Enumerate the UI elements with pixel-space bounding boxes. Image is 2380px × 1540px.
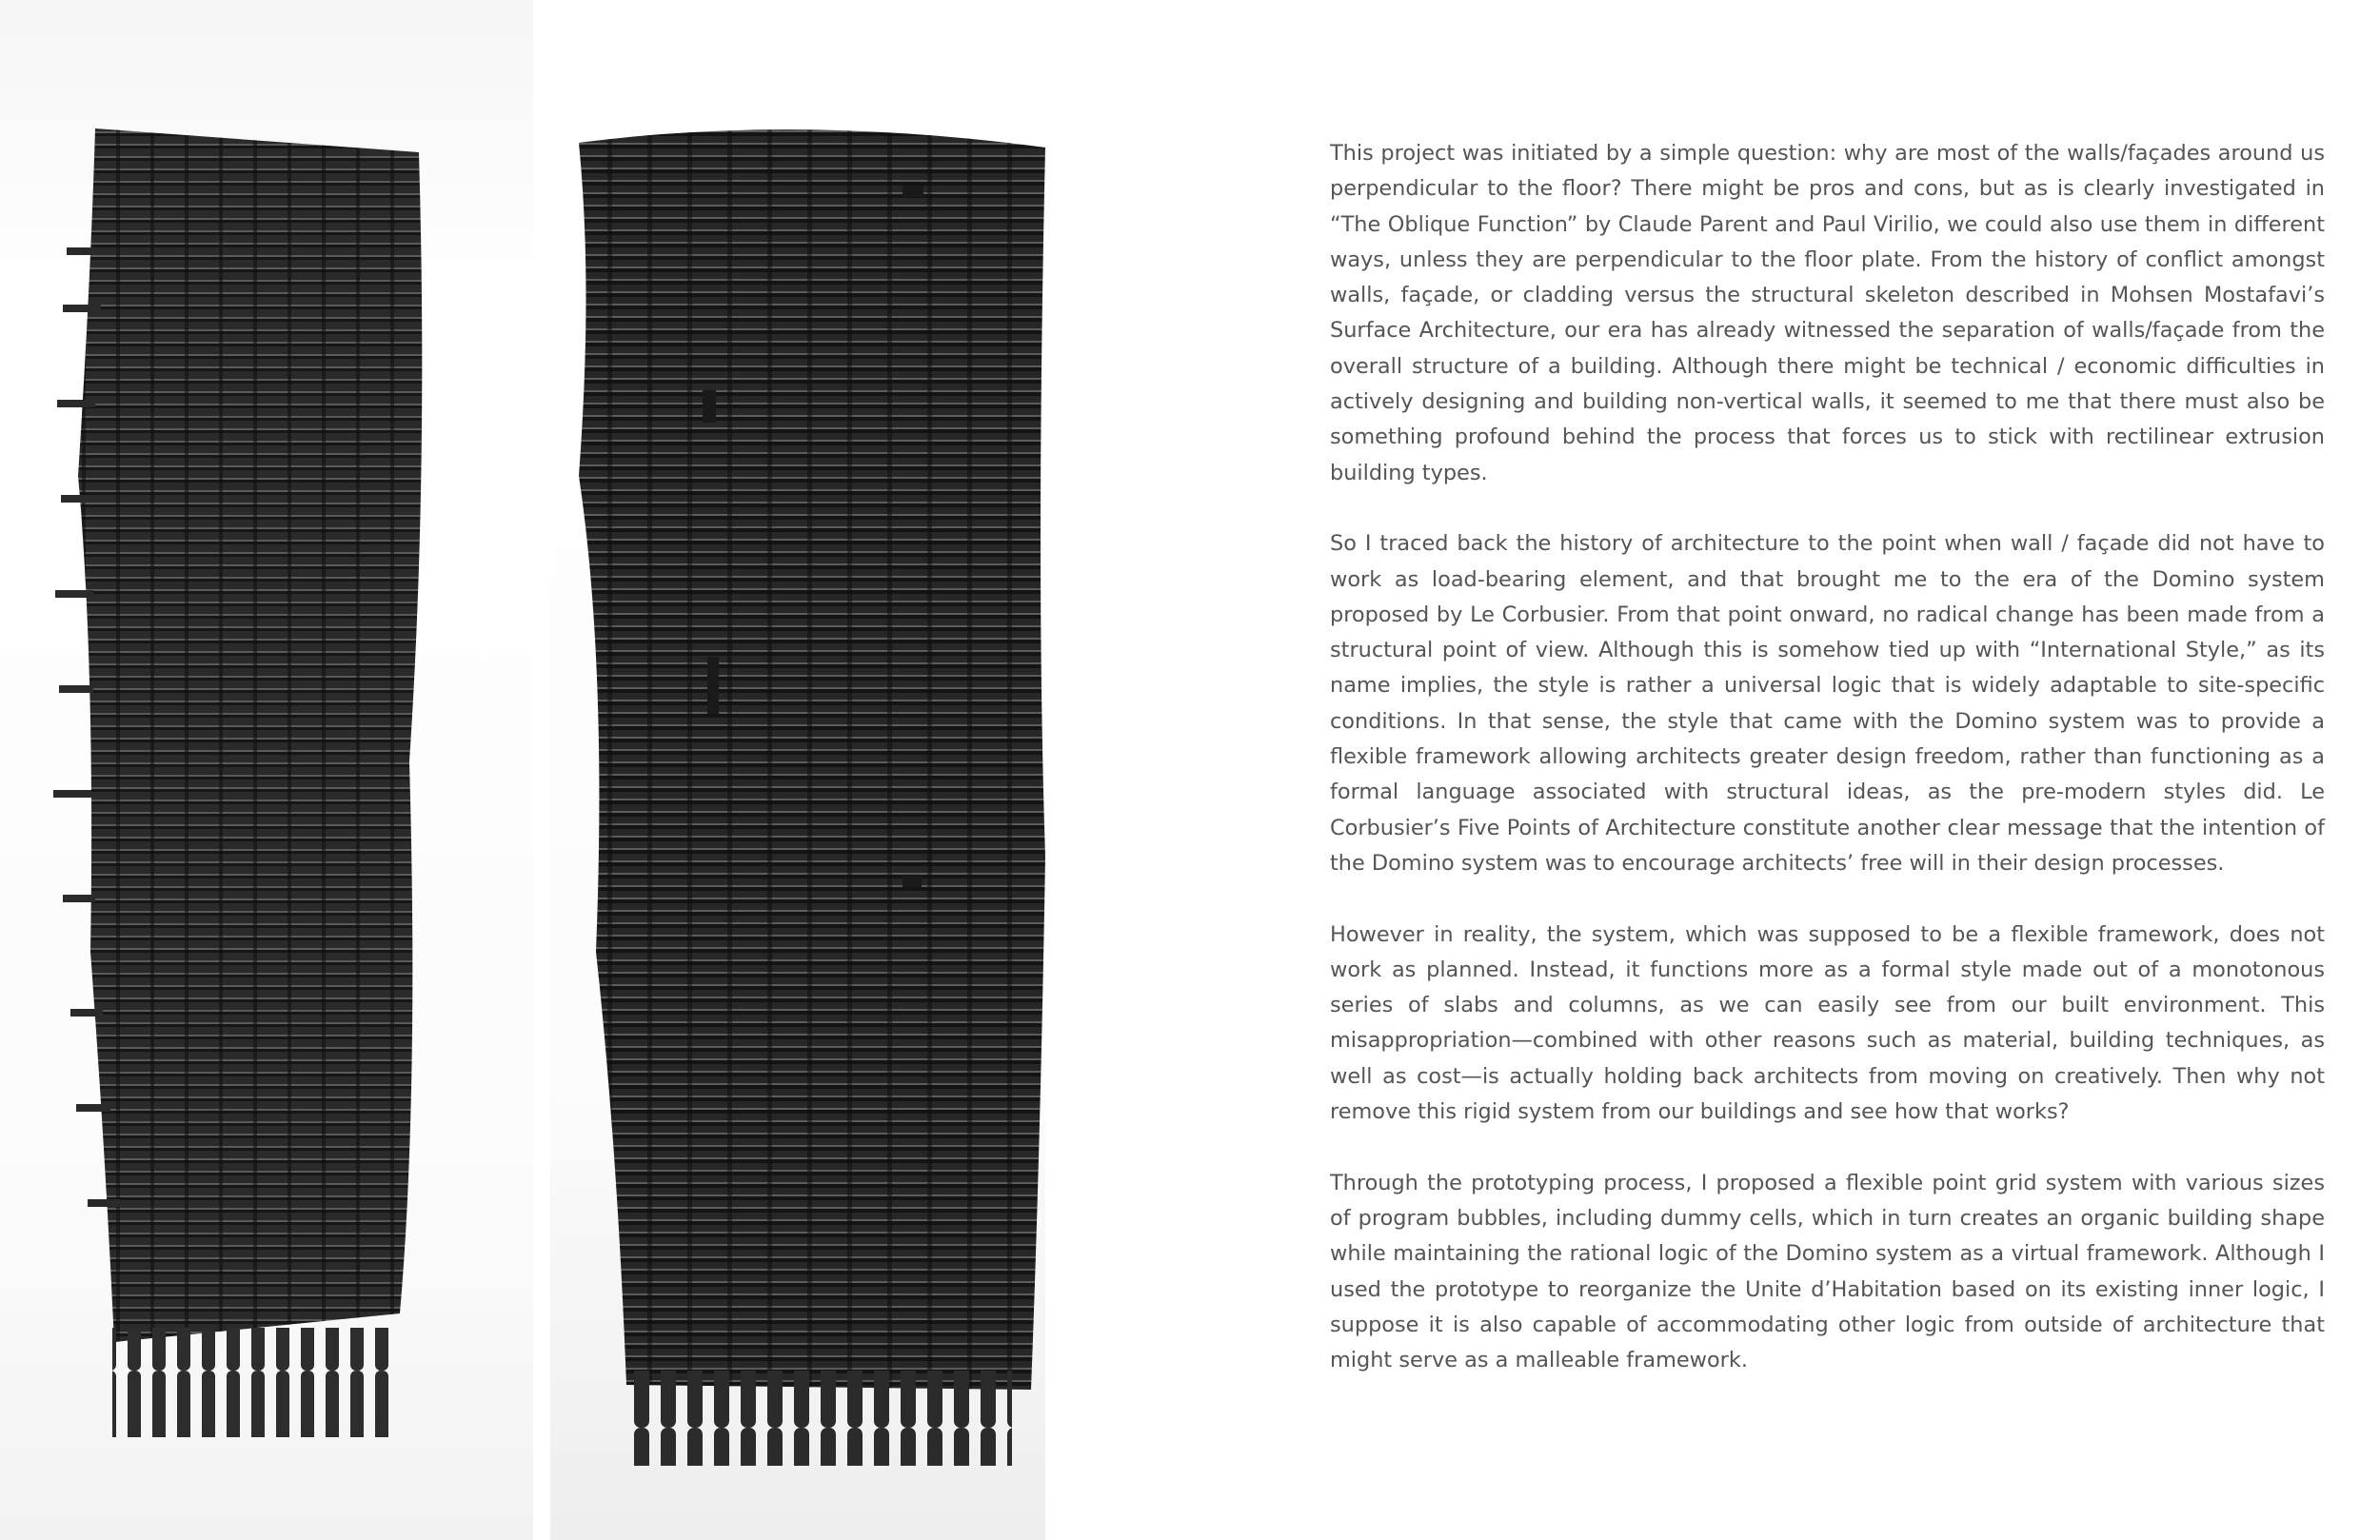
- article-paragraph-2: So I traced back the history of architecture to the point when wall / façade did not have to work as load-bearing element, and that brought me to the era of the Domino system proposed by Le Corbusier. From that point onward, no radical change has been made from a structural point of view. Although this is somehow tied up with “International Style,” as its name implies, the style is rather a universal logic that is widely adaptable to site-specific conditions. In that sense, the style that came with the Domino system was to provide a flexible framework allowing architects greater design freedom, rather than functioning as a formal language associated with structural ideas, as the pre-modern styles did. Le Corbusier’s Five Points of Architecture constitute another clear message that the intention of the Domino system was to encourage architects’ free will in their design processes.: [1330, 531, 2325, 876]
- tower-model-photo-left: [0, 0, 533, 1540]
- article-paragraph-3: However in reality, the system, which was supposed to be a flexible framework, does not work as planned. Instead, it functions more as a formal style made out of a monotonous series of slabs and columns, as we can easily see from our built environment. This misappropriation—combined with other reasons such as material, building techniques, as well as cost—is actually holding back architects from moving on creatively. Then why not remove this rigid system from our buildings and see how that works?: [1330, 921, 2325, 1125]
- tower-model-photo-right: [550, 0, 1045, 1540]
- tower-model-right-illustration: [550, 0, 1045, 1540]
- article-paragraph-1: This project was initiated by a simple question: why are most of the walls/façades around us perpendicular to the floor? There might be pros and cons, but as is clearly investigated in “The Oblique Function” by Claude Parent and Paul Virilio, we could also use them in different ways, unless they are perpendicular to the floor plate. From the history of conflict amongst walls, façade, or cladding versus the structural skeleton described in Mohsen Mostafavi’s Surface Architecture, our era has already witnessed the separation of walls/façade from the overall structure of a building. Although there might be technical / economic difficulties in actively designing and building non-vertical walls, it seemed to me that there must also be something profound behind the process that forces us to stick with rectilinear extrusion building types.: [1330, 141, 2325, 485]
- article-paragraph-4: Through the prototyping process, I proposed a flexible point grid system with various sizes of program bubbles, including dummy cells, which in turn creates an organic building shape while maintaining the rational logic of the Domino system as a virtual framework. Although I used the prototype to reorganize the Unite d’Habitation based on its existing inner logic, I suppose it is also capable of accommodating other logic from outside of architecture that might serve as a malleable framework.: [1330, 1170, 2325, 1373]
- tower-model-left-illustration: [0, 0, 533, 1540]
- article-text: [1330, 136, 2325, 1414]
